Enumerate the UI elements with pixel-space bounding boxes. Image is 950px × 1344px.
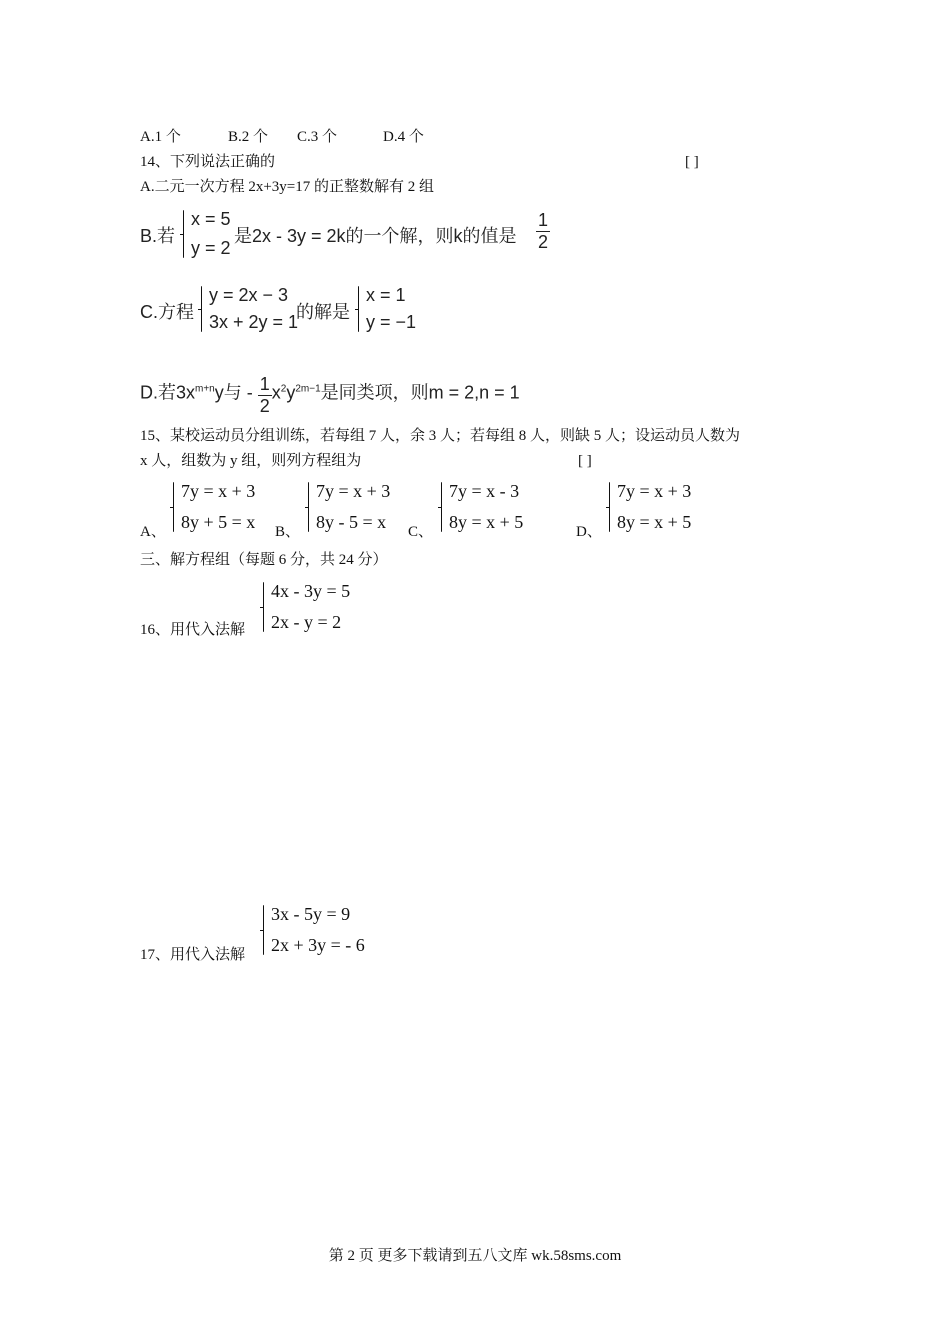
brace-icon (305, 481, 313, 533)
system-line: y = 2 (191, 238, 231, 258)
q13-option-c: C.3 个 (297, 129, 338, 145)
fraction-numerator: 1 (259, 374, 270, 394)
system-line: 2x + 3y = - 6 (271, 935, 365, 955)
q15-option-a-label: A、 (140, 524, 166, 540)
brace-icon (198, 285, 206, 333)
system-line: 8y - 5 = x (316, 512, 387, 532)
q15-stem-line1: 15、某校运动员分组训练，若每组 7 人，余 3 人；若每组 8 人，则缺 5 人；设运动员人数为 (140, 428, 741, 444)
section-heading: 三、解方程组（每题 6 分，共 24 分） (140, 552, 388, 568)
page-footer: 第 2 页 更多下载请到五八文库 wk.58sms.com (328, 1248, 622, 1264)
q14-option-c-system (198, 285, 298, 333)
brace-icon (438, 481, 446, 533)
q15-option-b-system (305, 481, 390, 533)
system-line: y = −1 (366, 312, 417, 332)
q13-option-d: D.4 个 (383, 129, 424, 145)
brace-icon (170, 481, 178, 533)
q15-stem-line2: x 人，组数为 y 组，则列方程组为 (140, 453, 362, 469)
brace-icon (180, 209, 188, 259)
q17-label: 17、用代入法解 (140, 947, 246, 963)
q16-label: 16、用代入法解 (140, 622, 246, 638)
system-line: 3x + 2y = 1 (209, 312, 299, 332)
q17-system (260, 904, 365, 956)
q15-option-d-label: D、 (576, 524, 602, 540)
q14-option-c-prefix: C.方程 (140, 302, 194, 322)
q15-option-d-system (606, 481, 691, 533)
q14-option-b-system (180, 209, 231, 259)
system-line: 4x - 3y = 5 (271, 581, 351, 601)
q15-option-c-label: C、 (408, 524, 434, 540)
system-line: x = 5 (191, 209, 231, 229)
brace-icon (260, 581, 268, 633)
system-line: 7y = x + 3 (617, 481, 692, 501)
system-line: 8y = x + 5 (449, 512, 524, 532)
brace-icon (355, 285, 363, 333)
fraction-numerator: 1 (538, 210, 549, 230)
q13-option-b: B.2 个 (228, 129, 269, 145)
q15-option-c-system (438, 481, 523, 533)
system-line: 2x - y = 2 (271, 612, 342, 632)
q14-answer-bracket: [ ] (685, 154, 699, 170)
q15-option-b-label: B、 (275, 524, 301, 540)
brace-icon (260, 904, 268, 956)
system-line: 3x - 5y = 9 (271, 904, 351, 924)
system-line: 8y = x + 5 (617, 512, 692, 532)
system-line: 7y = x - 3 (449, 481, 520, 501)
q14-option-b-prefix: B.若 (140, 226, 176, 246)
fraction-denominator: 2 (538, 232, 549, 252)
q14-stem: 14、下列说法正确的 (140, 154, 276, 170)
q14-option-c-solution (355, 285, 416, 333)
q15-answer-bracket: [ ] (578, 453, 592, 469)
q14-option-a: A.二元一次方程 2x+3y=17 的正整数解有 2 组 (140, 179, 435, 195)
q15-option-a-system (170, 481, 255, 533)
q13-option-a: A.1 个 (140, 129, 181, 145)
system-line: x = 1 (366, 285, 406, 305)
q14-option-b-fraction (536, 210, 550, 253)
system-line: y = 2x − 3 (209, 285, 289, 305)
system-line: 7y = x + 3 (316, 481, 391, 501)
system-line: 7y = x + 3 (181, 481, 256, 501)
q14-option-b-text: 是2x - 3y = 2k的一个解，则k的值是 (234, 226, 517, 246)
q14-option-c-text: 的解是 (296, 302, 350, 322)
fraction-denominator: 2 (259, 396, 270, 416)
q16-system (260, 581, 350, 633)
q14-option-d: D.若$3x^{m+n}y$与 - $\frac{1}{2}$ $x^2y^{2m-1}$是同类项，则m = 2,n = 1 (140, 374, 520, 416)
brace-icon (606, 481, 614, 533)
system-line: 8y + 5 = x (181, 512, 256, 532)
